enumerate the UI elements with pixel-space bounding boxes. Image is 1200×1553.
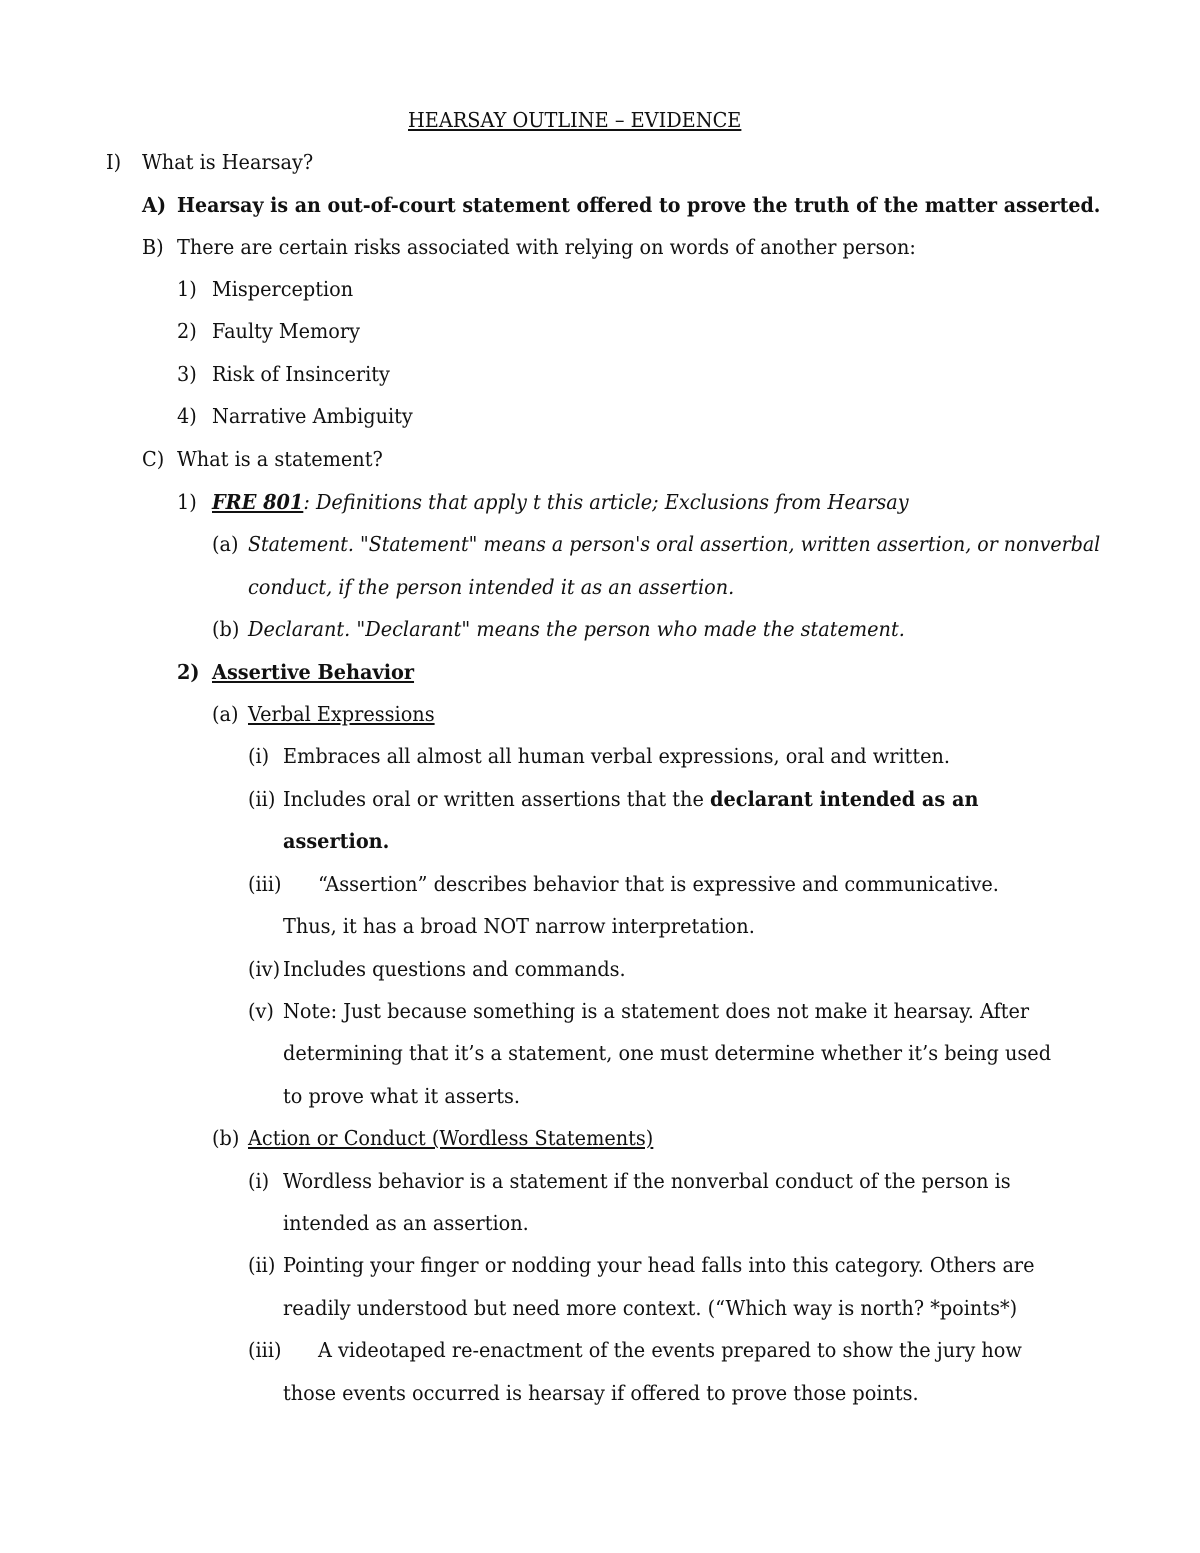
item-C1-line xyxy=(212,489,909,515)
item-C1b-line1: Declarant. "Declarant" means the person who made the statement. xyxy=(248,617,905,641)
item-C2b-iii-line1: A videotaped re-enactment of the events prepared to show the jury how xyxy=(318,1338,1022,1362)
item-C2-heading: Assertive Behavior xyxy=(212,660,415,684)
item-C2a-v-line3: to prove what it asserts. xyxy=(283,1084,520,1108)
item-C-marker: C) xyxy=(142,447,165,471)
item-A-text: Hearsay is an out-of-court statement offered to prove the truth of the matter asserted. xyxy=(177,193,1101,217)
item-C1a-line2: conduct, if the person intended it as an assertion. xyxy=(248,575,735,599)
item-C2b-marker: (b) xyxy=(212,1126,240,1150)
item-C2b-ii-marker: (ii) xyxy=(248,1253,276,1277)
item-C2a-ii-marker: (ii) xyxy=(248,787,276,811)
item-C1a-line1: Statement. "Statement" means a person's oral assertion, written assertion, or nonverbal xyxy=(248,532,1101,556)
item-B-text: There are certain risks associated with relying on words of another person: xyxy=(177,235,916,259)
item-B3-text: Risk of Insincerity xyxy=(212,362,390,386)
item-B2-text: Faulty Memory xyxy=(212,319,360,343)
item-C2-marker: 2) xyxy=(177,660,200,684)
item-C2a-iv-line1: Includes questions and commands. xyxy=(283,957,626,981)
item-B1-text: Misperception xyxy=(212,277,354,301)
item-C2b-i-marker: (i) xyxy=(248,1169,270,1193)
item-C2a-i-line1: Embraces all almost all human verbal expressions, oral and written. xyxy=(283,744,951,768)
item-C1-rest: : Definitions that apply t this article; Exclusions from Hearsay xyxy=(303,490,909,514)
section-I-text: What is Hearsay? xyxy=(142,150,314,174)
item-C2a-marker: (a) xyxy=(212,702,239,726)
page-title: HEARSAY OUTLINE – EVIDENCE xyxy=(408,108,742,132)
item-A-marker: A) xyxy=(142,193,167,217)
item-C1a-marker: (a) xyxy=(212,532,239,556)
item-B3-marker: 3) xyxy=(177,362,197,386)
item-B2-marker: 2) xyxy=(177,319,197,343)
item-C2b-i-line2: intended as an assertion. xyxy=(283,1211,529,1235)
item-B4-text: Narrative Ambiguity xyxy=(212,404,413,428)
item-C2b-i-line1: Wordless behavior is a statement if the nonverbal conduct of the person is xyxy=(283,1169,1011,1193)
item-C2b-iii-line2: those events occurred is hearsay if offered to prove those points. xyxy=(283,1381,919,1405)
item-C2a-iv-marker: (iv) xyxy=(248,957,281,981)
item-C2b-ii-line2: readily understood but need more context. (“Which way is north? *points*) xyxy=(283,1296,1018,1320)
item-C2a-i-marker: (i) xyxy=(248,744,270,768)
item-C2b-iii-marker: (iii) xyxy=(248,1338,282,1362)
item-C2a-iii-marker: (iii) xyxy=(248,872,282,896)
item-C2b-ii-line1: Pointing your finger or nodding your head falls into this category. Others are xyxy=(283,1253,1035,1277)
item-C2a-iii-line2: Thus, it has a broad NOT narrow interpretation. xyxy=(283,914,755,938)
item-C2a-ii-line1 xyxy=(283,786,978,812)
item-C2a-ii-bold: declarant intended as an xyxy=(709,787,979,811)
item-B-marker: B) xyxy=(142,235,164,259)
item-C2b-heading: Action or Conduct (Wordless Statements) xyxy=(248,1126,654,1150)
item-C2a-ii-line2: assertion. xyxy=(283,829,390,853)
item-C2a-v-line2: determining that it’s a statement, one must determine whether it’s being used xyxy=(283,1041,1052,1065)
item-B4-marker: 4) xyxy=(177,404,197,428)
item-C-text: What is a statement? xyxy=(177,447,383,471)
item-C2a-v-marker: (v) xyxy=(248,999,274,1023)
item-C2a-heading: Verbal Expressions xyxy=(248,702,435,726)
fre-801-rule: FRE 801 xyxy=(212,490,304,514)
item-C2a-v-line1: Note: Just because something is a statement does not make it hearsay. After xyxy=(283,999,1030,1023)
section-I-marker: I) xyxy=(106,150,122,174)
item-C2a-ii-prefix: Includes oral or written assertions that the xyxy=(283,787,710,811)
item-C1b-marker: (b) xyxy=(212,617,240,641)
item-B1-marker: 1) xyxy=(177,277,197,301)
item-C2a-iii-line1: “Assertion” describes behavior that is expressive and communicative. xyxy=(318,872,999,896)
item-C1-marker: 1) xyxy=(177,490,197,514)
